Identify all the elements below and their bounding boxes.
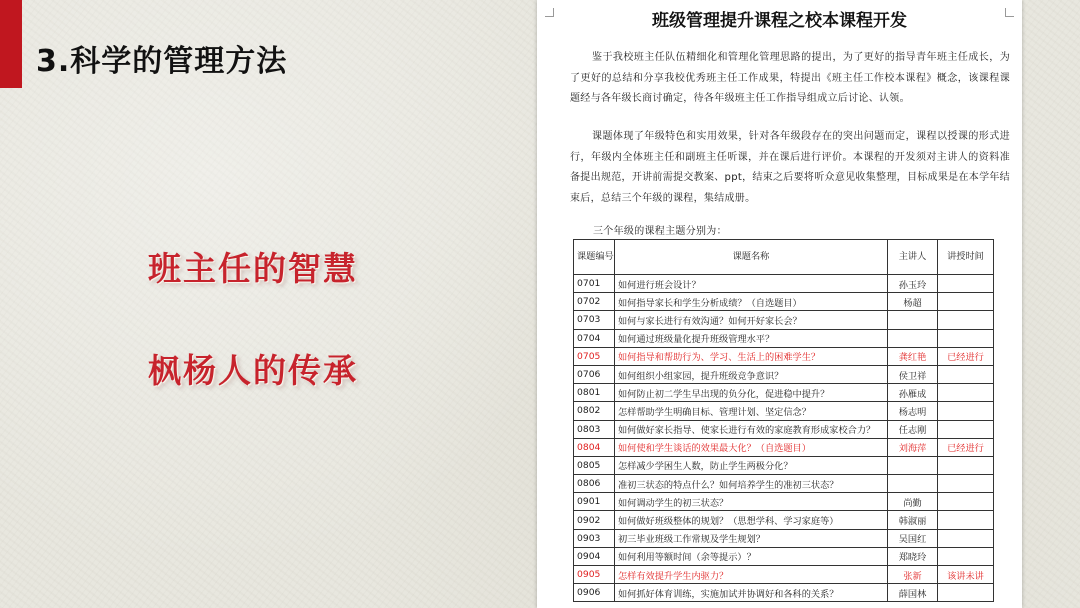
- table-row: [574, 329, 994, 347]
- table-row: [574, 365, 994, 383]
- lecture-time-cell: [938, 529, 994, 547]
- lecture-time-cell: [938, 420, 994, 438]
- topic-name-cell: 初三毕业班级工作常规及学生规划？: [615, 529, 888, 547]
- table-row: [574, 311, 994, 329]
- topic-number-cell: 0804: [574, 438, 615, 456]
- lecture-time-cell: [938, 311, 994, 329]
- lecture-time-cell: [938, 475, 994, 493]
- speaker-cell: 任志刚: [888, 420, 938, 438]
- phrase-teacher-wisdom: 班主任的智慧: [148, 249, 358, 288]
- table-row: [574, 456, 994, 474]
- topic-number-cell: 0905: [574, 566, 615, 584]
- speaker-cell: [888, 311, 938, 329]
- topic-number-cell: 0903: [574, 529, 615, 547]
- topic-number-cell: 0704: [574, 329, 615, 347]
- topic-name-cell: 如何组织小组家园，提升班级竞争意识？: [615, 365, 888, 383]
- topic-name-cell: 怎样有效提升学生内驱力？: [615, 566, 888, 584]
- document-paragraph: 课题体现了年级特色和实用效果，针对各年级段存在的突出问题而定，课程以授课的形式进行，年级内全体班主任和副班主任听课，并在课后进行评价。本课程的开发须对主讲人的资料准备提出规范，开讲前需提交教案、ppt，结束之后要将听众意见收集整理，目标成果是在本学年结束后，总结三个年级的课程，集结成册。: [570, 131, 1010, 204]
- table-row: [574, 402, 994, 420]
- topic-number-cell: 0805: [574, 456, 615, 474]
- header-lecture-time: 讲授时间: [938, 240, 994, 275]
- document-paragraph: 鉴于我校班主任队伍精细化和管理化管理思路的提出，为了更好的指导青年班主任成长，为了更好的总结和分享我校优秀班主任工作成果，特提出《班主任工作校本课程》概念，该课程课题经与各年级长商讨确定，待各年级班主任工作指导组成立后讨论、认领。: [570, 52, 1010, 104]
- speaker-cell: 吴国红: [888, 529, 938, 547]
- speaker-cell: 刘海萍: [888, 438, 938, 456]
- speaker-cell: 侯卫祥: [888, 365, 938, 383]
- speaker-cell: 孙雁成: [888, 384, 938, 402]
- lecture-time-cell: 该讲未讲: [938, 566, 994, 584]
- speaker-cell: [888, 329, 938, 347]
- header-topic-name: 课题名称: [615, 240, 888, 275]
- table-body: [574, 275, 994, 602]
- speaker-cell: 杨志明: [888, 402, 938, 420]
- header-speaker: 主讲人: [888, 240, 938, 275]
- lecture-time-cell: [938, 365, 994, 383]
- topic-name-cell: 如何与家长进行有效沟通？如何开好家长会？: [615, 311, 888, 329]
- speaker-cell: 尚勤: [888, 493, 938, 511]
- speaker-cell: 张新: [888, 566, 938, 584]
- table-row: [574, 347, 994, 365]
- topic-name-cell: 如何指导家长和学生分析成绩？（自选题目）: [615, 293, 888, 311]
- lecture-time-cell: [938, 511, 994, 529]
- topic-number-cell: 0806: [574, 475, 615, 493]
- table-row: [574, 547, 994, 565]
- topic-name-cell: 如何利用等额时间（余等提示）？: [615, 547, 888, 565]
- topic-name-cell: 如何进行班会设计？: [615, 275, 888, 293]
- topic-name-cell: 如何做好家长指导、使家长进行有效的家庭教育形成家校合力？: [615, 420, 888, 438]
- table-row: [574, 584, 994, 602]
- table-row: [574, 475, 994, 493]
- phrase-school-heritage: 枫杨人的传承: [148, 351, 358, 390]
- topic-number-cell: 0705: [574, 347, 615, 365]
- topic-number-cell: 0906: [574, 584, 615, 602]
- lecture-time-cell: 已经进行: [938, 347, 994, 365]
- table-row: [574, 384, 994, 402]
- accent-bar: [0, 0, 22, 88]
- speaker-cell: [888, 475, 938, 493]
- table-row: [574, 511, 994, 529]
- lecture-time-cell: [938, 384, 994, 402]
- topic-name-cell: 如何抓好体育训练，实施加试并协调好和各科的关系？: [615, 584, 888, 602]
- speaker-cell: [888, 456, 938, 474]
- document-page: [537, 0, 1022, 608]
- topic-name-cell: 如何调动学生的初三状态？: [615, 493, 888, 511]
- lecture-time-cell: [938, 275, 994, 293]
- course-table: [573, 239, 994, 602]
- topic-number-cell: 0802: [574, 402, 615, 420]
- table-caption: 三个年级的课程主题分别为：: [593, 226, 727, 237]
- lecture-time-cell: [938, 547, 994, 565]
- table-header-row: [574, 240, 994, 275]
- topic-number-cell: 0901: [574, 493, 615, 511]
- speaker-cell: 薛国林: [888, 584, 938, 602]
- topic-number-cell: 0701: [574, 275, 615, 293]
- topic-name-cell: 如何通过班级量化提升班级管理水平？: [615, 329, 888, 347]
- lecture-time-cell: [938, 584, 994, 602]
- header-topic-number: 课题编号: [574, 240, 615, 275]
- table-row: [574, 529, 994, 547]
- speaker-cell: 孙玉玲: [888, 275, 938, 293]
- topic-name-cell: 如何防止初二学生早出现的负分化，促进稳中提升？: [615, 384, 888, 402]
- lecture-time-cell: 已经进行: [938, 438, 994, 456]
- document-title: 班级管理提升课程之校本课程开发: [652, 11, 907, 31]
- table-row: [574, 293, 994, 311]
- topic-name-cell: 怎样帮助学生明确目标、管理计划、坚定信念？: [615, 402, 888, 420]
- speaker-cell: 郑晓玲: [888, 547, 938, 565]
- speaker-cell: 龚红艳: [888, 347, 938, 365]
- topic-number-cell: 0703: [574, 311, 615, 329]
- topic-name-cell: 怎样减少学困生人数，防止学生两极分化？: [615, 456, 888, 474]
- topic-number-cell: 0902: [574, 511, 615, 529]
- speaker-cell: 韩淑丽: [888, 511, 938, 529]
- topic-number-cell: 0904: [574, 547, 615, 565]
- table-row: [574, 275, 994, 293]
- topic-number-cell: 0803: [574, 420, 615, 438]
- topic-number-cell: 0702: [574, 293, 615, 311]
- table-row: [574, 493, 994, 511]
- topic-name-cell: 准初三状态的特点什么？如何培养学生的准初三状态？: [615, 475, 888, 493]
- lecture-time-cell: [938, 456, 994, 474]
- lecture-time-cell: [938, 493, 994, 511]
- topic-name-cell: 如何指导和帮助行为、学习、生活上的困难学生？: [615, 347, 888, 365]
- slide-title: 3.科学的管理方法: [36, 44, 288, 79]
- lecture-time-cell: [938, 402, 994, 420]
- lecture-time-cell: [938, 329, 994, 347]
- lecture-time-cell: [938, 293, 994, 311]
- topic-name-cell: 如何做好班级整体的规划？（思想学科、学习家庭等）: [615, 511, 888, 529]
- topic-name-cell: 如何使和学生谈话的效果最大化？（自选题目）: [615, 438, 888, 456]
- topic-number-cell: 0801: [574, 384, 615, 402]
- table-row: [574, 420, 994, 438]
- table-row: [574, 566, 994, 584]
- table-row: [574, 438, 994, 456]
- topic-number-cell: 0706: [574, 365, 615, 383]
- speaker-cell: 杨超: [888, 293, 938, 311]
